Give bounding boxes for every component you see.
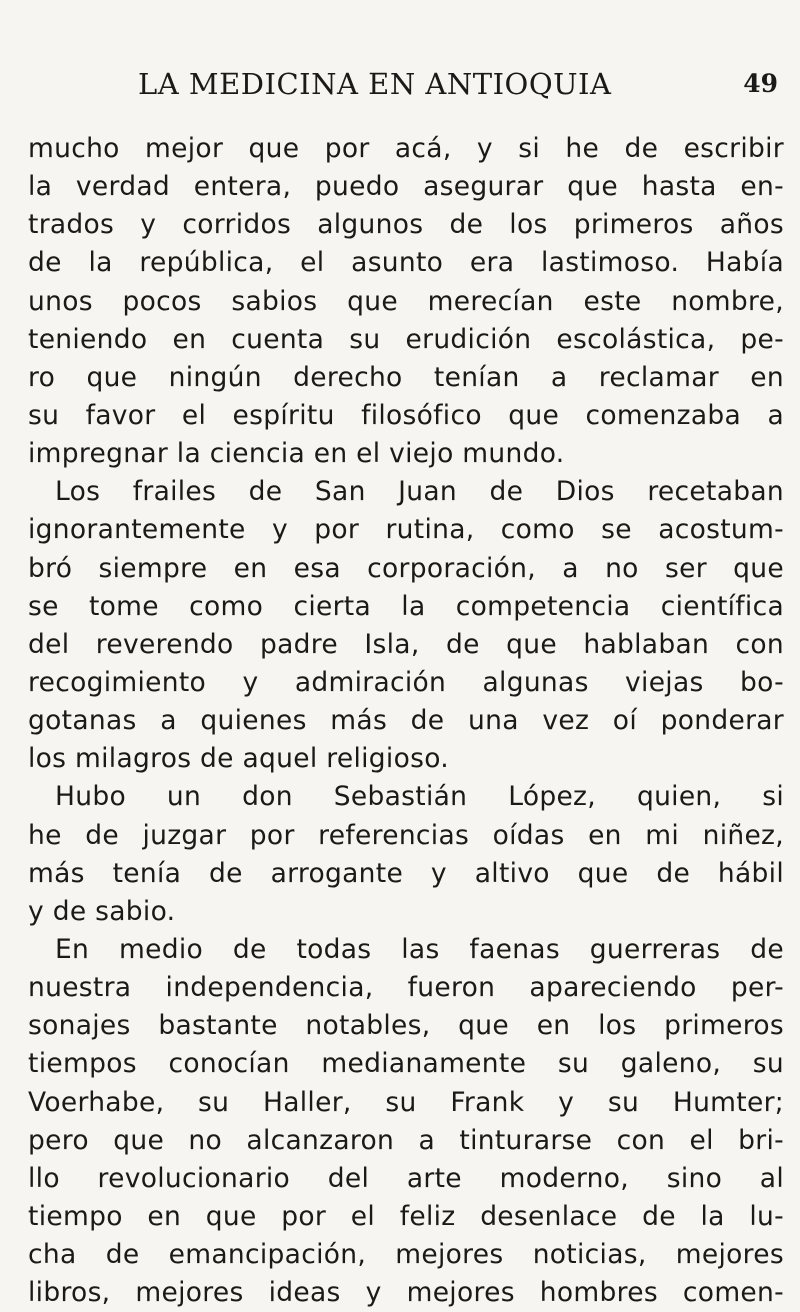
text-line: bró siempre en esa corporación, a no ser que bbox=[28, 552, 784, 584]
text-line: unos pocos sabios que merecían este nombre, bbox=[28, 285, 784, 317]
text-line: y de sabio. bbox=[28, 895, 176, 927]
text-line: más tenía de arrogante y altivo que de hábil bbox=[28, 857, 784, 889]
text-line: teniendo en cuenta su erudición escolástica, pe- bbox=[28, 323, 784, 355]
text-line: tiempos conocían medianamente su galeno, su bbox=[28, 1048, 784, 1080]
body-text bbox=[28, 130, 784, 1312]
text-line: del reverendo padre Isla, de que hablaban con bbox=[28, 628, 784, 660]
text-line: ignorantemente y por rutina, como se acostum- bbox=[28, 514, 784, 546]
text-line: Voerhabe, su Haller, su Frank y su Humter; bbox=[28, 1086, 784, 1118]
text-line: he de juzgar por referencias oídas en mi niñez, bbox=[28, 819, 784, 851]
running-head-title: LA MEDICINA EN ANTIOQUIA bbox=[138, 67, 612, 101]
text-line: su favor el espíritu filosófico que comenzaba a bbox=[28, 399, 784, 431]
text-line: se tome como cierta la competencia científica bbox=[28, 590, 784, 622]
page-number: 49 bbox=[743, 69, 778, 98]
text-line: llo revolucionario del arte moderno, sino al bbox=[28, 1162, 784, 1194]
text-line: impregnar la ciencia en el viejo mundo. bbox=[28, 438, 565, 470]
text-line: recogimiento y admiración algunas viejas bo- bbox=[28, 666, 784, 698]
text-line: En medio de todas las faenas guerreras de bbox=[55, 933, 784, 965]
text-line: la verdad entera, puedo asegurar que hasta en- bbox=[28, 171, 784, 203]
text-line: pero que no alcanzaron a tinturarse con el bri- bbox=[28, 1124, 784, 1156]
text-line: los milagros de aquel religioso. bbox=[28, 743, 449, 775]
text-line: nuestra independencia, fueron apareciendo per- bbox=[28, 972, 784, 1004]
text-line: cha de emancipación, mejores noticias, mejores bbox=[28, 1239, 784, 1271]
text-line: libros, mejores ideas y mejores hombres comen- bbox=[28, 1277, 784, 1309]
text-line: gotanas a quienes más de una vez oí ponderar bbox=[28, 705, 784, 737]
running-head bbox=[138, 64, 778, 104]
text-line: trados y corridos algunos de los primeros años bbox=[28, 209, 784, 241]
text-line: de la república, el asunto era lastimoso. Había bbox=[28, 247, 784, 279]
text-line: sonajes bastante notables, que en los primeros bbox=[28, 1010, 784, 1042]
text-line: ro que ningún derecho tenían a reclamar en bbox=[28, 361, 784, 393]
text-line: tiempo en que por el feliz desenlace de la lu- bbox=[28, 1200, 784, 1232]
text-line: Hubo un don Sebastián López, quien, si bbox=[55, 781, 784, 813]
text-line: Los frailes de San Juan de Dios recetaban bbox=[55, 476, 784, 508]
text-line: mucho mejor que por acá, y si he de escribir bbox=[28, 133, 784, 164]
